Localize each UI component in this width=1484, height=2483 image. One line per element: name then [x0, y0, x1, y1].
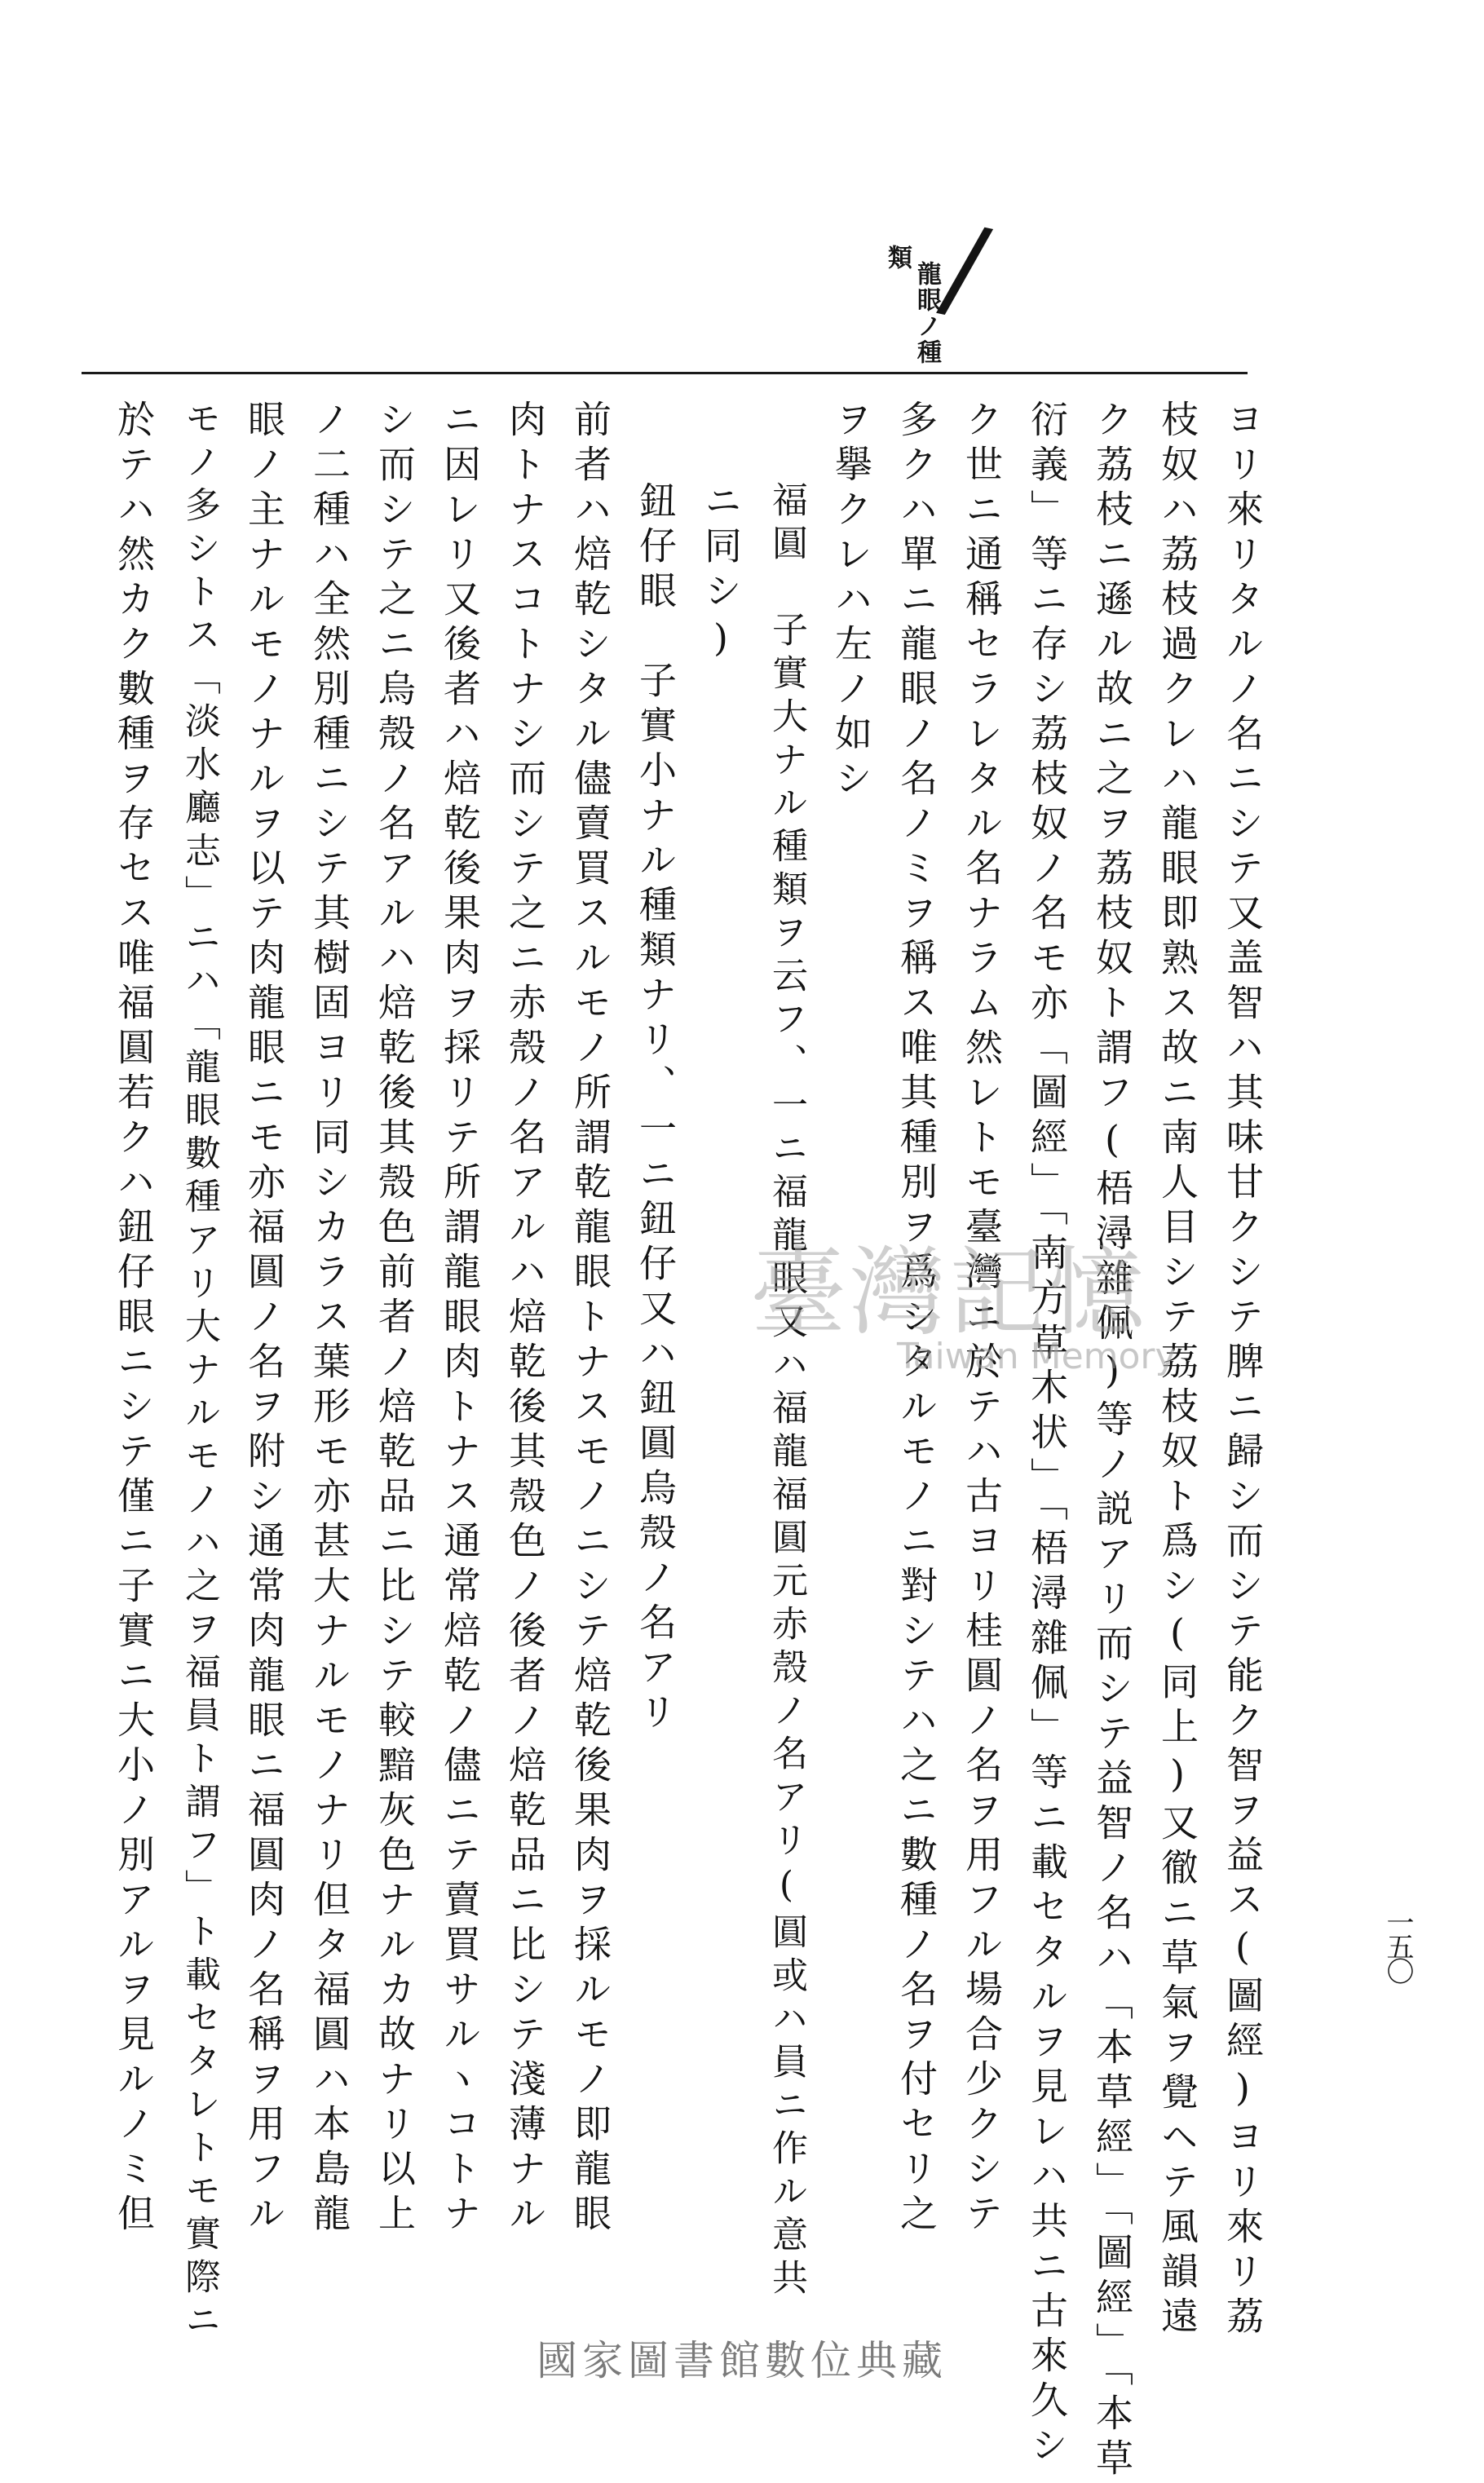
text-column: ヲ擧クレハ左ノ如シ [829, 400, 873, 803]
text-column: ニ同シ) [699, 481, 743, 667]
header-rule [82, 372, 1248, 374]
text-column: 鈕仔眼 子實小ナル種類ナリ、一ニ鈕仔又ハ鈕圓烏殼ノ名アリ [634, 481, 678, 1737]
text-column: 多クハ單ニ龍眼ノ名ノミヲ稱ス唯其種別ヲ爲シタルモノニ對シテハ之ニ數種ノ名ヲ付セリ之 [894, 400, 939, 2238]
text-column: 於テハ然カク數種ヲ存セス唯福圓若クハ鈕仔眼ニシテ僅ニ子實ニ大小ノ別アルヲ見ルノミ但 [112, 400, 156, 2238]
text-column: 枝奴ハ荔枝過クレハ龍眼即熟ス故ニ南人目シテ荔枝奴ト爲シ(同上)又徹ニ草氣ヲ覺ヘテ風韻遠 [1155, 400, 1199, 2341]
watermark-text: 臺灣記憶 [750, 1236, 1149, 1349]
watermark-stamp [750, 1231, 1239, 1386]
running-title-continuation: 類 [883, 245, 912, 271]
running-header [881, 199, 998, 375]
text-column: モノ多シトス「淡水廳志」ニハ「龍眼數種アリ大ナルモノハ之ヲ福員ト謂フ」ト載セタレトモ實際ニ [179, 400, 220, 2344]
text-column: ク世ニ通稱セラレタル名ナラム然レトモ臺灣ニ於テハ古ヨリ桂圓ノ名ヲ用フル場合少クシテ [960, 400, 1004, 2238]
text-column: 肉トナスコトナシ而シテ之ニ赤殼ノ名アルハ焙乾後其殼色ノ後者ノ焙乾品ニ比シテ淺薄ナル [503, 400, 547, 2238]
text-column: ヨリ來リタルノ名ニシテ又盖智ハ其味甘クシテ脾ニ歸シ而シテ能ク智ヲ益ス(圖經)ヨリ來リ荔 [1221, 400, 1265, 2341]
text-column: ノ二種ハ全然別種ニシテ其樹固ヨリ同シカラス葉形モ亦甚大ナルモノナリ但タ福圓ハ本島龍 [307, 400, 351, 2238]
text-column: 前者ハ焙乾シタル儘賣買スルモノ所謂乾龍眼トナスモノニシテ焙乾後果肉ヲ採ルモノ即龍眼 [568, 400, 612, 2238]
text-column: ニ因レリ又後者ハ焙乾後果肉ヲ採リテ所謂龍眼肉トナス通常焙乾ノ儘ニテ賣買サルヽコトナ [438, 400, 482, 2238]
watermark-latin: Taiwan Memory [897, 1336, 1177, 1377]
text-column: シ而シテ之ニ烏殼ノ名アルハ焙乾後其殼色前者ノ焙乾品ニ比シテ較黯灰色ナルカ故ナリ以上 [373, 400, 417, 2238]
handwritten-mark: / [932, 199, 998, 338]
running-title: 龍眼ノ種 [912, 261, 941, 365]
page-number: 一五〇 [1381, 1908, 1414, 1982]
text-column: ク荔枝ニ遜ル故ニ之ヲ荔枝奴ト謂フ(梧潯雜佩)等ノ説アリ而シテ益智ノ名ハ「本草經」「圖經」「本草 [1090, 400, 1134, 2483]
text-column: 眼ノ主ナルモノナルヲ以テ肉龍眼ニモ亦福圓ノ名ヲ附シ通常肉龍眼ニ福圓肉ノ名稱ヲ用フル [242, 400, 286, 2238]
archive-footer: 國家圖書館數位典藏 [537, 2337, 947, 2384]
text-column: 福圓 子實大ナル種類ヲ云フ、一ニ福龍眼又ハ福龍福圓元赤殼ノ名アリ(圓或ハ員ニ作ル意共 [766, 481, 807, 2302]
text-column: 衍義」等ニ存シ荔枝奴ノ名モ亦「圖經」「南方草木状」「梧潯雜佩」等ニ載セタルヲ見レハ共ニ古來久シ [1025, 400, 1069, 2470]
